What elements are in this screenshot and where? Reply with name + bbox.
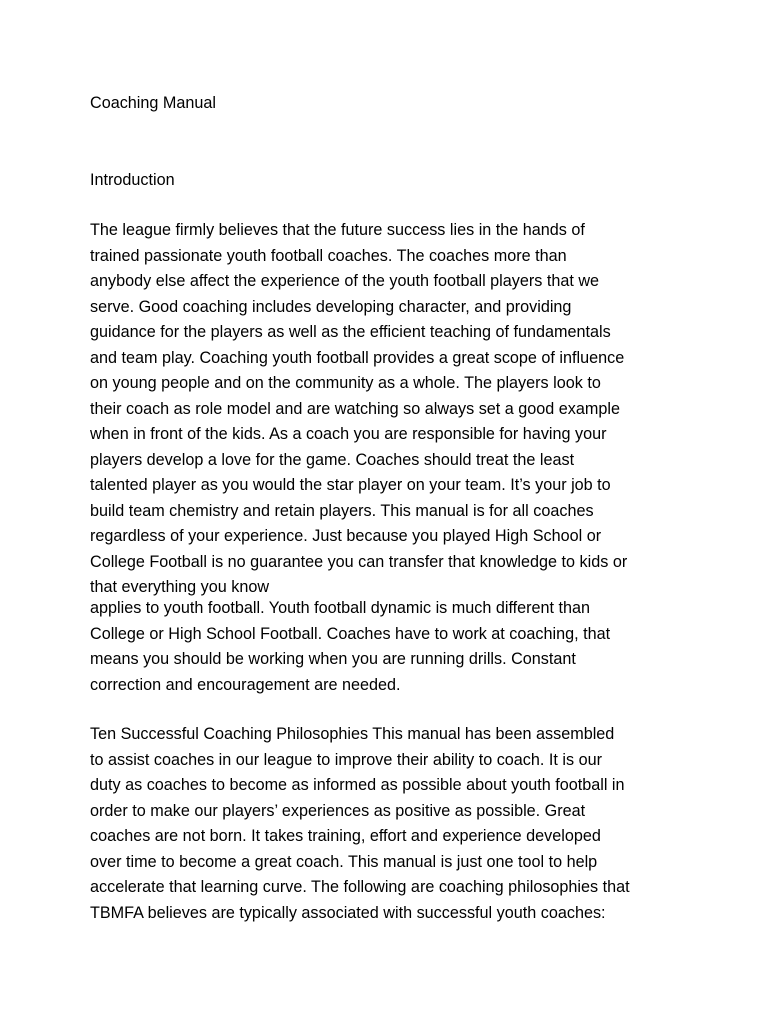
text-line: anybody else affect the experience of the youth football players that we	[90, 272, 600, 290]
section-heading-introduction	[90, 168, 175, 194]
text-line: talented player as you would the star player on your team. It’s your job to	[90, 476, 611, 494]
text-line: players develop a love for the game. Coaches should treat the least	[90, 450, 575, 469]
text-line: over time to become a great coach. This manual is just one tool to help	[90, 852, 598, 871]
text-line: their coach as role model and are watching so always set a good example	[90, 399, 620, 418]
text-line: Ten Successful Coaching Philosophies This manual has been assembled	[90, 725, 615, 743]
text-line: order to make our players’ experiences as positive as possible. Great	[90, 801, 586, 820]
section-heading-text: Introduction	[90, 171, 175, 189]
text-line: applies to youth football. Youth football dynamic is much different than	[90, 599, 591, 617]
document-title-text: Coaching Manual	[90, 94, 216, 112]
text-line: correction and encouragement are needed.	[90, 675, 401, 694]
text-line: The league firmly believes that the future success lies in the hands of	[90, 221, 585, 239]
text-line: that everything you know	[90, 578, 270, 596]
philosophies-paragraph	[90, 722, 630, 926]
intro-paragraph-1	[90, 218, 627, 601]
text-line: guidance for the players as well as the efficient teaching of fundamentals	[90, 323, 611, 341]
text-line: serve. Good coaching includes developing character, and providing	[90, 297, 572, 316]
intro-paragraph-2	[90, 596, 610, 698]
text-line: duty as coaches to become as informed as possible about youth football in	[90, 776, 625, 794]
text-line: TBMFA believes are typically associated with successful youth coaches:	[90, 903, 606, 922]
text-line: trained passionate youth football coaches. The coaches more than	[90, 246, 567, 265]
text-line: on young people and on the community as a whole. The players look to	[90, 374, 601, 392]
text-line: regardless of your experience. Just because you played High School or	[90, 527, 602, 545]
text-line: build team chemistry and retain players. This manual is for all coaches	[90, 501, 594, 520]
text-line: and team play. Coaching youth football provides a great scope of influence	[90, 348, 625, 367]
text-line: accelerate that learning curve. The following are coaching philosophies that	[90, 878, 630, 896]
text-line: when in front of the kids. As a coach you are responsible for having your	[90, 425, 607, 443]
text-line: means you should be working when you are running drills. Constant	[90, 650, 576, 668]
text-line: coaches are not born. It takes training, effort and experience developed	[90, 827, 601, 845]
text-line: to assist coaches in our league to improve their ability to coach. It is our	[90, 750, 602, 769]
text-line: College Football is no guarantee you can transfer that knowledge to kids or	[90, 552, 628, 571]
text-line: College or High School Football. Coaches have to work at coaching, that	[90, 624, 611, 643]
document-title	[90, 91, 216, 117]
